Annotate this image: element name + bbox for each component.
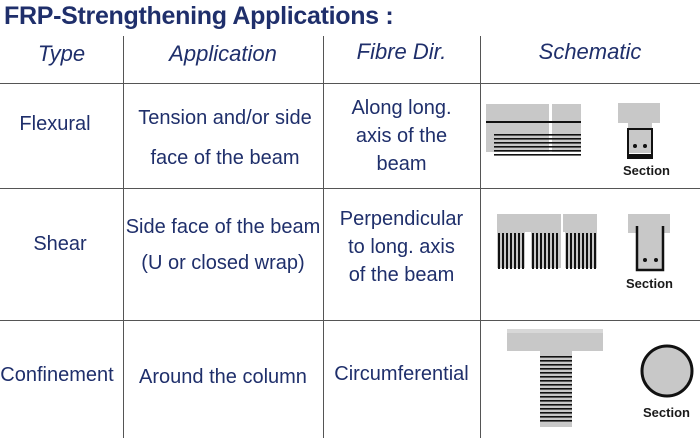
header-fibre-dir: Fibre Dir.	[356, 39, 447, 64]
fibre-line: to long. axis	[348, 236, 455, 258]
fibre-line: axis of the	[355, 125, 448, 147]
header-type: Type	[37, 41, 86, 66]
row-confinement-type: Confinement	[0, 364, 114, 386]
flexural-beam-schematic	[486, 104, 581, 156]
fibre-line: beam	[376, 153, 427, 175]
header-application: Application	[169, 41, 277, 66]
row-flexural-type: Flexural	[19, 113, 91, 135]
row-shear-type: Shear	[33, 233, 87, 255]
row-confinement-fibre-dir: Circumferential	[334, 363, 469, 385]
application-line: Tension and/or side	[138, 107, 312, 129]
application-line: (U or closed wrap)	[141, 252, 305, 274]
row-confinement-application: Around the column	[139, 366, 307, 388]
flexural-section-schematic	[618, 103, 660, 159]
application-line: Side face of the beam	[125, 216, 321, 238]
flexural-section-label: Section	[623, 163, 670, 178]
shear-section-label: Section	[626, 276, 673, 291]
page-title: FRP-Strengthening Applications :	[4, 2, 394, 30]
confinement-section-label: Section	[643, 405, 690, 420]
shear-section-schematic	[628, 214, 670, 270]
confinement-column-schematic	[507, 329, 603, 427]
application-line: face of the beam	[150, 147, 300, 169]
header-schematic: Schematic	[538, 39, 642, 64]
fibre-line: Perpendicular	[339, 208, 464, 230]
fibre-line: of the beam	[348, 264, 455, 286]
confinement-section-schematic	[642, 346, 692, 396]
fibre-line: Along long.	[351, 97, 452, 119]
shear-beam-schematic	[497, 214, 597, 269]
